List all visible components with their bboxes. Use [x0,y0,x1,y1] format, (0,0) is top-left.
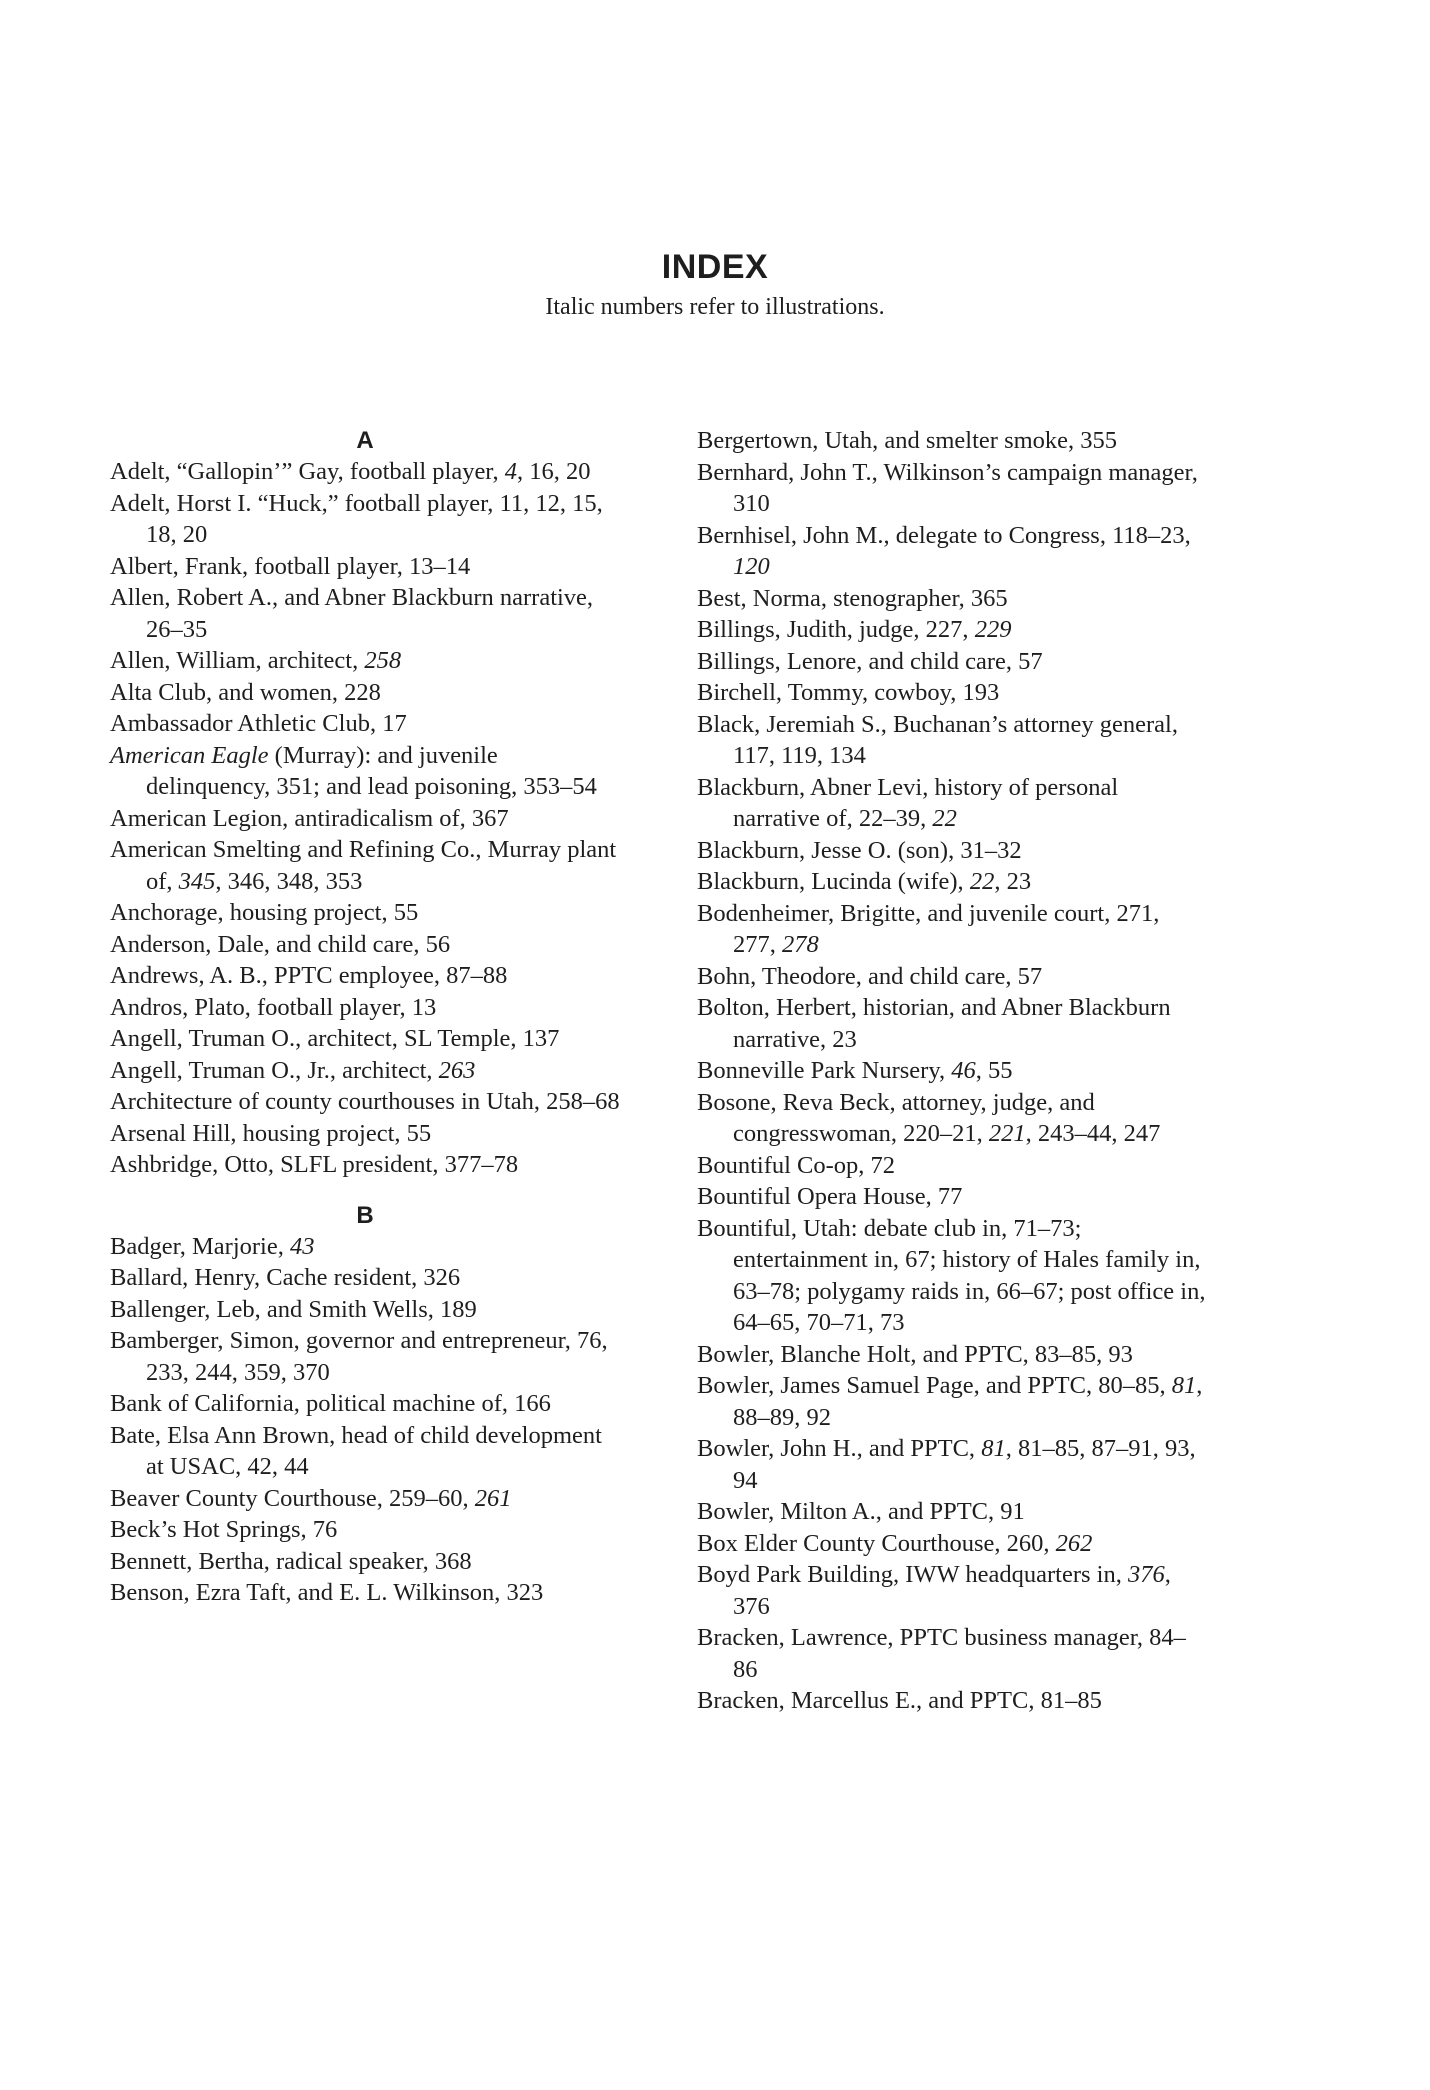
entry-text: , 88–89, 92 [733,1372,1203,1431]
entry-text: Angell, Truman O., Jr., architect, [110,1056,439,1084]
index-entry [697,1055,1207,1087]
index-entry [697,520,1207,583]
index-column-left [110,425,620,1609]
entry-text: Benson, Ezra Taft, and E. L. Wilkinson, 323 [110,1579,544,1606]
index-entry [697,1339,1207,1371]
index-entry [697,1150,1207,1182]
index-entry [697,457,1207,520]
entry-text: , 243–44, 247 [1025,1120,1161,1147]
index-entry [697,961,1207,993]
index-entry [697,772,1207,835]
index-entry [110,1577,620,1609]
illustration-page-ref: 261 [474,1484,512,1512]
entry-text: Bolton, Herbert, historian, and Abner Blackburn narrative, 23 [697,994,1171,1053]
index-entry [110,834,620,897]
index-entry [110,929,620,961]
index-entry [697,1213,1207,1339]
entry-text: Bennett, Bertha, radical speaker, 368 [110,1547,472,1575]
index-entry [697,898,1207,961]
index-entry [697,709,1207,772]
index-entry [110,1546,620,1578]
index-entry [110,677,620,709]
entry-text: Badger, Marjorie, [110,1232,290,1260]
entry-text: Albert, Frank, football player, 13–14 [110,552,471,580]
index-column-right [697,425,1207,1717]
index-entry [110,992,620,1024]
entry-text: Bergertown, Utah, and smelter smoke, 355 [697,427,1118,454]
entry-text: Bowler, Milton A., and PPTC, 91 [697,1498,1025,1525]
index-entry [110,1514,620,1546]
index-entry [110,1023,620,1055]
entry-text: Adelt, “Gallopin’” Gay, football player, [110,458,505,485]
index-entry [697,1528,1207,1560]
entry-text: Adelt, Horst I. “Huck,” football player, 11, 12, 15, 18, 20 [110,489,603,548]
entry-text: Beck’s Hot Springs, 76 [110,1516,338,1543]
page-title: INDEX [661,248,769,286]
illustration-page-ref: 263 [438,1056,476,1084]
page-subtitle: Italic numbers refer to illustrations. [545,294,885,320]
entry-text: Bernhard, John T., Wilkinson’s campaign manager, 310 [697,458,1198,517]
index-entry [110,645,620,677]
index-entry [697,646,1207,678]
illustration-page-ref: 345 [178,867,216,895]
entry-text: Ballard, Henry, Cache resident, 326 [110,1264,461,1291]
illustration-page-ref: 278 [782,931,819,958]
entry-text: Boyd Park Building, IWW headquarters in, [697,1561,1128,1588]
index-entry [697,677,1207,709]
entry-text: , 55 [975,1057,1013,1084]
entry-text: Bountiful Co-op, 72 [697,1151,896,1179]
section-letter: B [356,1201,374,1229]
entry-text: Bowler, John H., and PPTC, [697,1435,982,1462]
entry-text: Blackburn, Jesse O. (son), 31–32 [697,836,1022,864]
index-entry [697,614,1207,646]
index-entry [110,960,620,992]
illustration-page-ref: 46 [951,1057,976,1084]
entry-text: Best, Norma, stenographer, 365 [697,584,1008,612]
index-entry [697,1559,1207,1622]
index-entry [110,488,620,551]
entry-text: Bonneville Park Nursery, [697,1057,952,1084]
entry-text: Anderson, Dale, and child care, 56 [110,930,451,958]
index-entry [110,1262,620,1294]
index-entry [110,1420,620,1483]
entry-text: American Smelting and Refining Co., Murray plant of, [110,836,617,895]
entry-text: Bracken, Marcellus E., and PPTC, 81–85 [697,1687,1102,1714]
index-entry [110,1118,620,1150]
entry-text: , 16, 20 [517,458,591,485]
section-gap [110,1181,620,1200]
index-entry [697,1685,1207,1717]
index-entry [697,1181,1207,1213]
entry-text: Bank of California, political machine of, 166 [110,1390,551,1417]
index-entry [110,551,620,583]
section-letter: A [356,427,374,454]
index-entry [697,1370,1207,1433]
entry-text: Arsenal Hill, housing project, 55 [110,1119,432,1147]
index-entry [110,1325,620,1388]
entry-text: Billings, Judith, judge, 227, [697,616,975,643]
index-entry [110,1231,620,1263]
index-entry [110,708,620,740]
illustration-page-ref: American Eagle [110,741,269,769]
entry-text: Bowler, James Samuel Page, and PPTC, 80–85, [697,1372,1172,1399]
entry-text: Alta Club, and women, 228 [110,678,381,706]
entry-text: American Legion, antiradicalism of, 367 [110,804,509,832]
illustration-page-ref: 22 [969,868,995,895]
entry-text: Black, Jeremiah S., Buchanan’s attorney general, 117, 119, 134 [697,710,1178,769]
index-entry [110,1086,620,1118]
index-entry [110,1388,620,1420]
entry-text: , 23 [994,868,1032,895]
illustration-page-ref: 258 [364,647,402,674]
index-entry [697,1433,1207,1496]
entry-text: , 376 [733,1561,1171,1620]
illustration-page-ref: 22 [932,805,957,832]
index-entry [697,992,1207,1055]
illustration-page-ref: 81 [981,1435,1006,1462]
entry-text: Architecture of county courthouses in Utah, 258–68 [110,1088,620,1115]
index-entry [110,897,620,929]
entry-text: Ambassador Athletic Club, 17 [110,710,407,737]
entry-text: Angell, Truman O., architect, SL Temple, 137 [110,1025,560,1052]
entry-text: Bohn, Theodore, and child care, 57 [697,962,1043,990]
entry-text: Bowler, Blanche Holt, and PPTC, 83–85, 93 [697,1340,1133,1368]
entry-text: , 81–85, 87–91, 93, 94 [733,1435,1196,1494]
illustration-page-ref: 221 [988,1120,1026,1147]
entry-text: Bodenheimer, Brigitte, and juvenile court, 271, 277, [697,899,1160,958]
entry-text: Bountiful, Utah: debate club in, 71–73; entertainment in, 67; history of Hales family in, 63–78; polygamy raids in, 66–67; post office in, 64–65, 70–71, 73 [697,1214,1206,1336]
entry-text: Bosone, Reva Beck, attorney, judge, and congresswoman, 220–21, [697,1088,1095,1147]
illustration-page-ref: 120 [733,553,770,580]
entry-text: , 346, 348, 353 [215,867,363,895]
entry-text: Andrews, A. B., PPTC employee, 87–88 [110,962,508,989]
entry-text: Allen, Robert A., and Abner Blackburn narrative, 26–35 [110,584,594,643]
index-entry [697,425,1207,457]
entry-text: Blackburn, Lucinda (wife), [697,868,970,895]
illustration-page-ref: 4 [504,458,517,485]
index-entry [697,583,1207,615]
entry-text: Bountiful Opera House, 77 [697,1183,963,1210]
index-entry [110,582,620,645]
entry-text: Allen, William, architect, [110,647,365,674]
entry-text: Birchell, Tommy, cowboy, 193 [697,679,1000,706]
entry-text: Billings, Lenore, and child care, 57 [697,647,1043,675]
entry-text: Andros, Plato, football player, 13 [110,993,437,1021]
illustration-page-ref: 81 [1171,1372,1197,1399]
entry-text: Anchorage, housing project, 55 [110,899,419,926]
entry-text: Bracken, Lawrence, PPTC business manager, 84–86 [697,1624,1186,1683]
index-entry [697,1087,1207,1150]
index-entry [697,1622,1207,1685]
entry-text: Box Elder County Courthouse, 260, [697,1529,1056,1557]
entry-text: Ballenger, Leb, and Smith Wells, 189 [110,1295,477,1323]
entry-text: Beaver County Courthouse, 259–60, [110,1484,475,1512]
illustration-page-ref: 262 [1055,1529,1093,1557]
entry-text: Bernhisel, John M., delegate to Congress, 118–23, [697,521,1191,549]
illustration-page-ref: 376 [1127,1561,1165,1588]
illustration-page-ref: 43 [289,1232,315,1260]
index-entry [110,1483,620,1515]
entry-text: Bate, Elsa Ann Brown, head of child development at USAC, 42, 44 [110,1421,602,1480]
entry-text: (Murray): and juvenile delinquency, 351; and lead poisoning, 353–54 [146,741,597,800]
index-entry [697,866,1207,898]
index-entry [110,1055,620,1087]
index-entry [110,456,620,488]
entry-text: Blackburn, Abner Levi, history of personal narrative of, 22–39, [697,773,1119,832]
illustration-page-ref: 229 [974,616,1012,643]
index-entry [697,1496,1207,1528]
index-entry [697,835,1207,867]
index-entry [110,1294,620,1326]
index-entry [110,1149,620,1181]
index-entry [110,803,620,835]
entry-text: Ashbridge, Otto, SLFL president, 377–78 [110,1151,519,1178]
index-entry [110,740,620,803]
entry-text: Bamberger, Simon, governor and entrepreneur, 76, 233, 244, 359, 370 [110,1327,608,1386]
